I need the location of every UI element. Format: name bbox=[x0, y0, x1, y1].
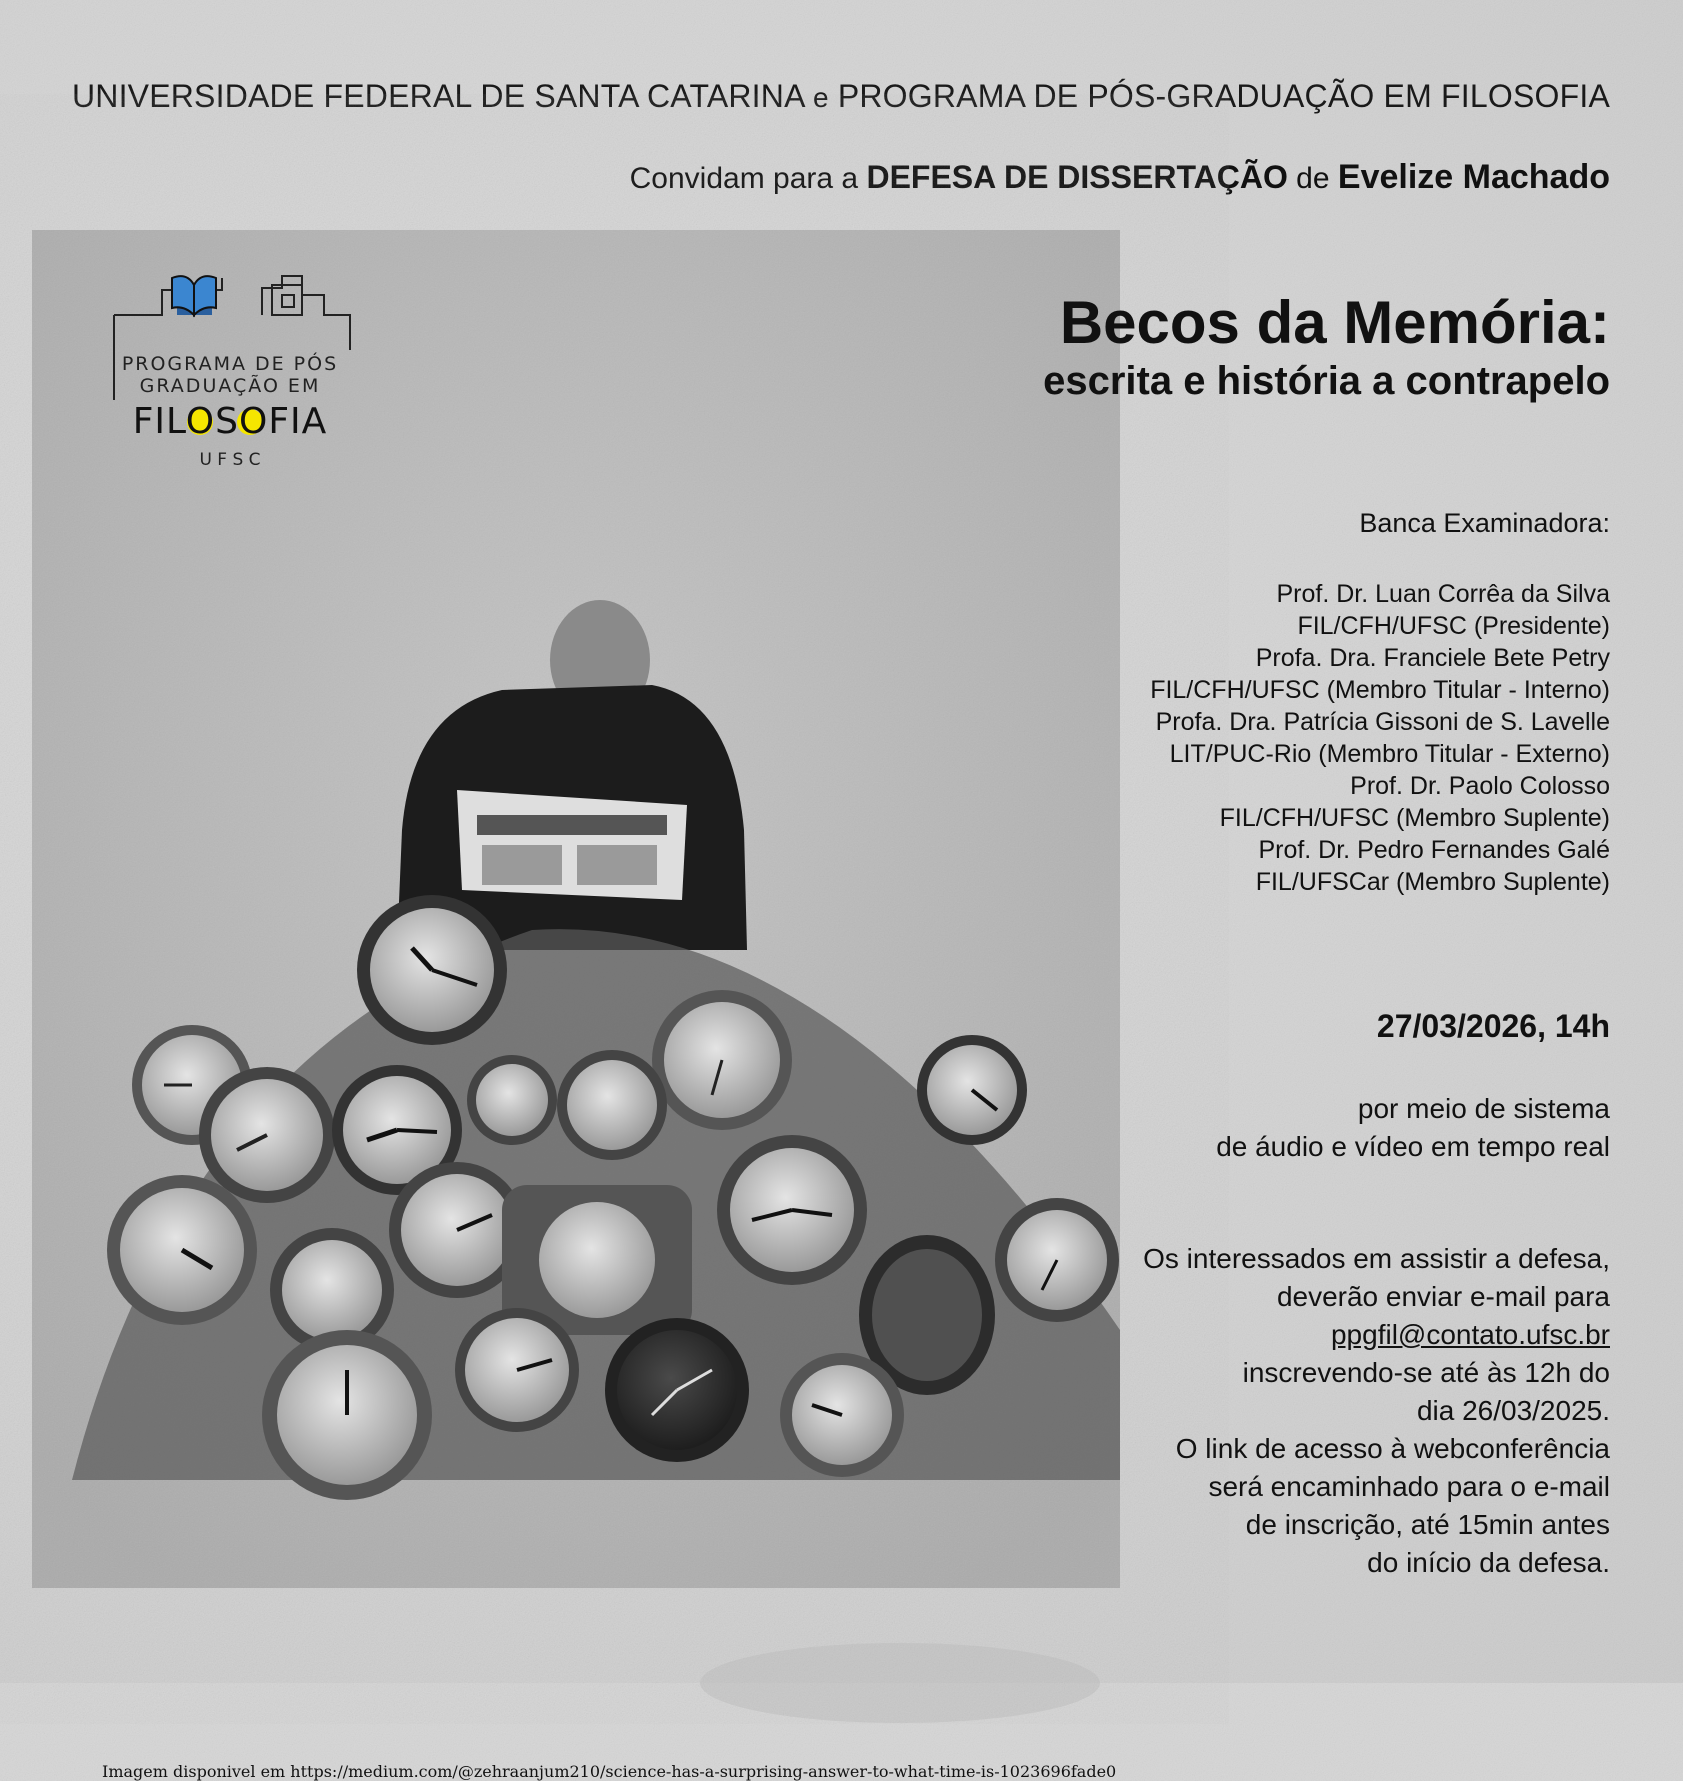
registration-info bbox=[1143, 1240, 1610, 1582]
institution-ppgfil: PROGRAMA DE PÓS-GRADUAÇÃO EM FILOSOFIA bbox=[837, 78, 1610, 114]
member-line: LIT/PUC-Rio (Membro Titular - Externo) bbox=[1169, 740, 1610, 768]
mode-line: de áudio e vídeo em tempo real bbox=[1216, 1131, 1610, 1162]
logo-line4: U F S C bbox=[199, 450, 261, 470]
header-connector: e bbox=[812, 82, 829, 113]
institution-ufsc: UNIVERSIDADE FEDERAL DE SANTA CATARINA bbox=[71, 78, 804, 114]
mode-line: por meio de sistema bbox=[1357, 1093, 1610, 1124]
logo-line2: GRADUAÇÃO EM bbox=[139, 375, 321, 397]
info-line: dia 26/03/2025. bbox=[1416, 1395, 1610, 1426]
member-line: Prof. Dr. Luan Corrêa da Silva bbox=[1276, 580, 1610, 608]
defense-mode bbox=[1216, 1090, 1610, 1166]
invite-middle: de bbox=[1296, 162, 1330, 195]
member-line: FIL/CFH/UFSC (Presidente) bbox=[1297, 612, 1610, 640]
logo-line3: FILOSOFIA bbox=[132, 401, 328, 442]
info-line: Os interessados em assistir a defesa, bbox=[1143, 1243, 1610, 1274]
banca-members bbox=[1150, 578, 1610, 898]
institution-header bbox=[72, 78, 1610, 115]
candidate-name: Evelize Machado bbox=[1337, 158, 1610, 196]
title-subtitle: escrita e história a contrapelo bbox=[1043, 359, 1610, 403]
contact-email-link[interactable]: ppgfil@contato.ufsc.br bbox=[1330, 1319, 1610, 1350]
member-line: FIL/CFH/UFSC (Membro Titular - Interno) bbox=[1150, 676, 1610, 704]
member-line: FIL/CFH/UFSC (Membro Suplente) bbox=[1219, 804, 1610, 832]
member-line: FIL/UFSCar (Membro Suplente) bbox=[1255, 868, 1610, 896]
event-type: DEFESA DE DISSERTAÇÃO bbox=[866, 159, 1288, 195]
invitation-line bbox=[630, 158, 1610, 197]
defense-date: 27/03/2026, 14h bbox=[1376, 1008, 1610, 1044]
image-credit: Imagem disponivel em https://medium.com/@zehraanjum210/science-has-a-surprising-answer-to-what-time-is-1023696fade0 bbox=[102, 1762, 1117, 1781]
member-line: Prof. Dr. Pedro Fernandes Galé bbox=[1258, 836, 1610, 864]
ppgfil-logo bbox=[112, 270, 352, 470]
invite-prefix: Convidam para a bbox=[629, 162, 859, 195]
logo-line1: PROGRAMA DE PÓS bbox=[121, 353, 339, 375]
info-line: do início da defesa. bbox=[1367, 1547, 1610, 1578]
info-line: será encaminhado para o e-mail bbox=[1208, 1471, 1610, 1502]
banca-label: Banca Examinadora: bbox=[1359, 508, 1610, 538]
dissertation-title bbox=[1043, 290, 1610, 406]
member-line: Profa. Dra. Patrícia Gissoni de S. Lavelle bbox=[1155, 708, 1610, 736]
info-line: inscrevendo-se até às 12h do bbox=[1242, 1357, 1610, 1388]
title-main: Becos da Memória: bbox=[1059, 289, 1610, 356]
member-line: Profa. Dra. Franciele Bete Petry bbox=[1255, 644, 1610, 672]
info-line: deverão enviar e-mail para bbox=[1276, 1281, 1610, 1312]
member-line: Prof. Dr. Paolo Colosso bbox=[1350, 772, 1610, 800]
info-line: O link de acesso à webconferência bbox=[1175, 1433, 1610, 1464]
info-line: de inscrição, até 15min antes bbox=[1245, 1509, 1610, 1540]
